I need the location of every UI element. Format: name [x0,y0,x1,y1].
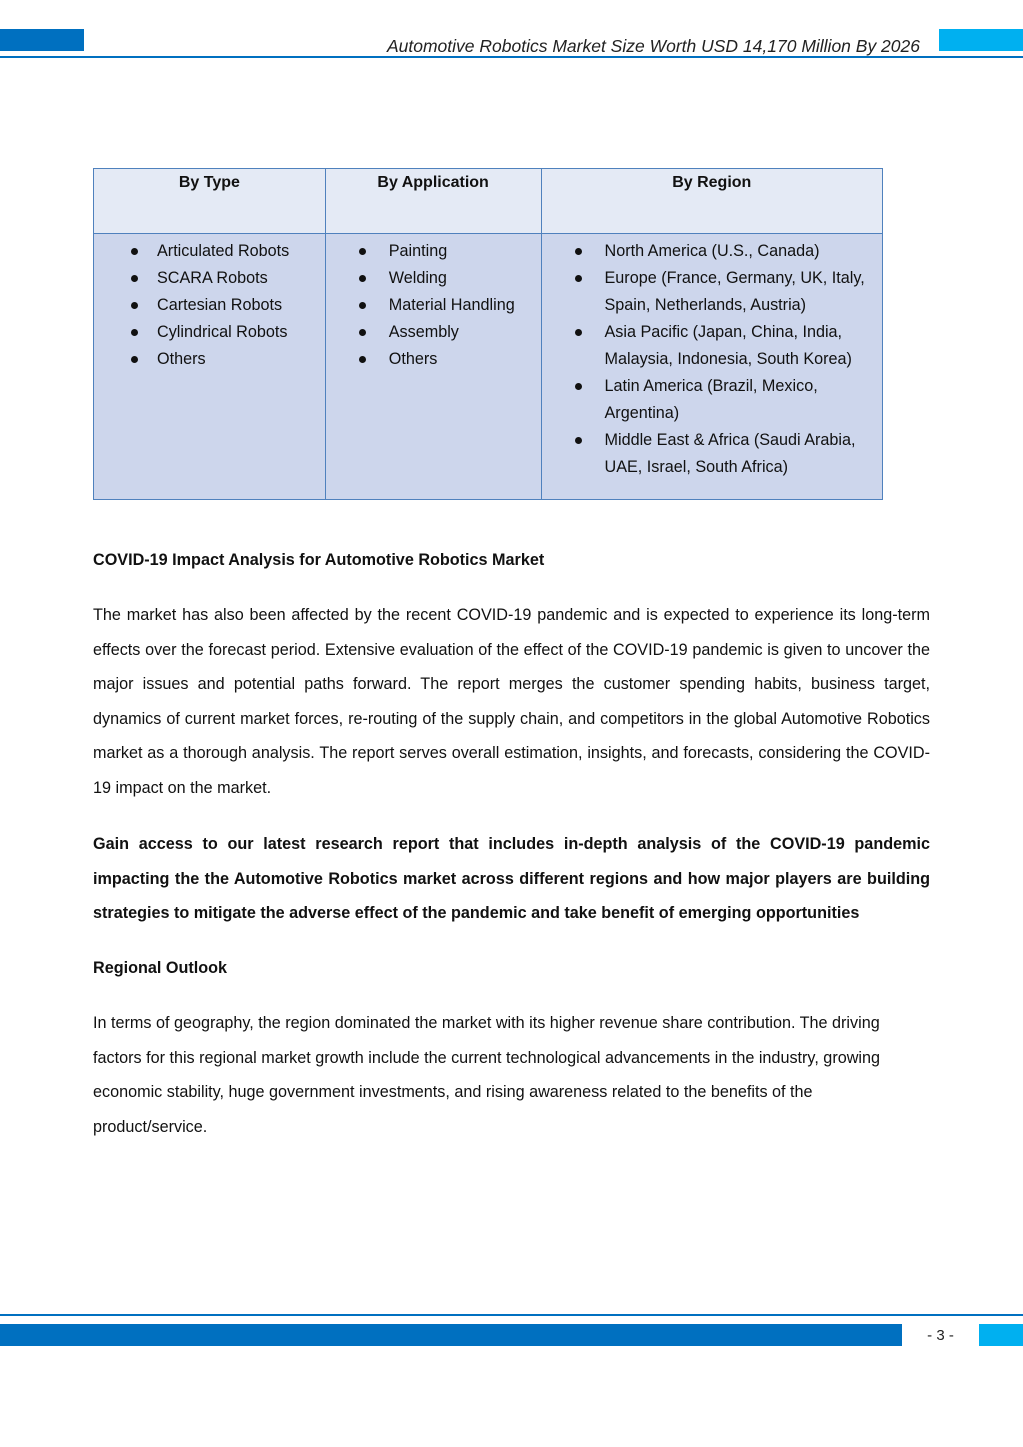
header-by-region: By Region [541,169,883,234]
region-cell [541,234,883,500]
header-by-type: By Type [94,169,326,234]
covid-paragraph: The market has also been affected by the recent COVID-19 pandemic and is expected to experience its long-term effects over the forecast period. Extensive evaluation of the effect of the COVID-19 pandemic is given to uncover the major issues and potential paths forward. The report merges the customer spending habits, business target, dynamics of current market forces, re-routing of the supply chain, and competitors in the global Automotive Robotics market as a thorough analysis. The report serves overall estimation, insights, and forecasts, considering the COVID-19 impact on the market. [93,606,930,797]
list-item-text: Welding [388,269,447,287]
bullet-icon [131,302,138,309]
list-item [94,346,325,373]
list-item [326,346,541,373]
application-cell [325,234,541,500]
footer-accent-block-right [979,1324,1023,1346]
bullet-icon [359,329,366,336]
list-item [542,373,883,427]
header-accent-block-right [939,29,1023,51]
list-item [94,292,325,319]
list-item [94,238,325,265]
bullet-icon [575,329,582,336]
bullet-icon [359,356,366,363]
footer-bar [0,1324,902,1346]
regional-paragraph: In terms of geography, the region dominated the market with its higher revenue share contribution. The driving factors for this regional market growth include the current technological advancements in the industry, growing economic stability, huge government investments, and rising awareness related to the benefits of the product/service. [93,1014,880,1136]
bullet-icon [131,356,138,363]
bullet-icon [131,275,138,282]
list-item [542,319,883,373]
bullet-icon [575,275,582,282]
list-item [326,238,541,265]
bullet-icon [575,437,582,444]
bullet-icon [131,248,138,255]
table-header-row [94,169,883,234]
access-cta-text: Gain access to our latest research report that includes in-depth analysis of the COVID-19 pandemic impacting the the Automotive Robotics market across different regions and how major players are building strategies to mitigate the adverse effect of the pandemic and take benefit of emerging opportunities [93,835,930,923]
header-accent-block-left [0,29,84,51]
footer-rule [0,1314,1023,1316]
list-item [326,265,541,292]
list-item [542,265,883,319]
list-item-text: Assembly [388,323,459,341]
list-item-text: Painting [388,242,448,260]
list-item-text: SCARA Robots [157,269,268,287]
bullet-icon [359,275,366,282]
covid-heading: COVID-19 Impact Analysis for Automotive Robotics Market [93,551,545,569]
table-row [94,234,883,500]
list-item [326,319,541,346]
list-item-text: Cylindrical Robots [157,323,288,341]
bullet-icon [359,302,366,309]
header-rule [0,56,1023,58]
list-item-text: Latin America (Brazil, Mexico, Argentina) [604,377,818,422]
list-item [94,265,325,292]
bullet-icon [575,383,582,390]
list-item-text: North America (U.S., Canada) [604,242,820,260]
type-list [94,238,325,373]
list-item-text: Middle East & Africa (Saudi Arabia, UAE, Israel, South Africa) [604,431,856,476]
list-item-text: Cartesian Robots [157,296,283,314]
bullet-icon [575,248,582,255]
list-item-text: Others [157,350,206,368]
page-number: - 3 - [927,1327,954,1344]
list-item-text: Articulated Robots [157,242,290,260]
list-item-text: Others [388,350,438,368]
list-item-text: Asia Pacific (Japan, China, India, Malaysia, Indonesia, South Korea) [604,323,852,368]
bullet-icon [359,248,366,255]
region-list [542,238,883,481]
list-item [542,427,883,481]
header-title: Automotive Robotics Market Size Worth USD 14,170 Million By 2026 [386,36,920,56]
list-item [326,292,541,319]
list-item-text: Europe (France, Germany, UK, Italy, Spain, Netherlands, Austria) [604,269,865,314]
header-by-application: By Application [325,169,541,234]
list-item [542,238,883,265]
list-item [94,319,325,346]
segmentation-table [93,168,883,500]
bullet-icon [131,329,138,336]
application-list [326,238,541,373]
list-item-text: Material Handling [388,296,515,314]
regional-heading: Regional Outlook [93,959,227,977]
type-cell [94,234,326,500]
